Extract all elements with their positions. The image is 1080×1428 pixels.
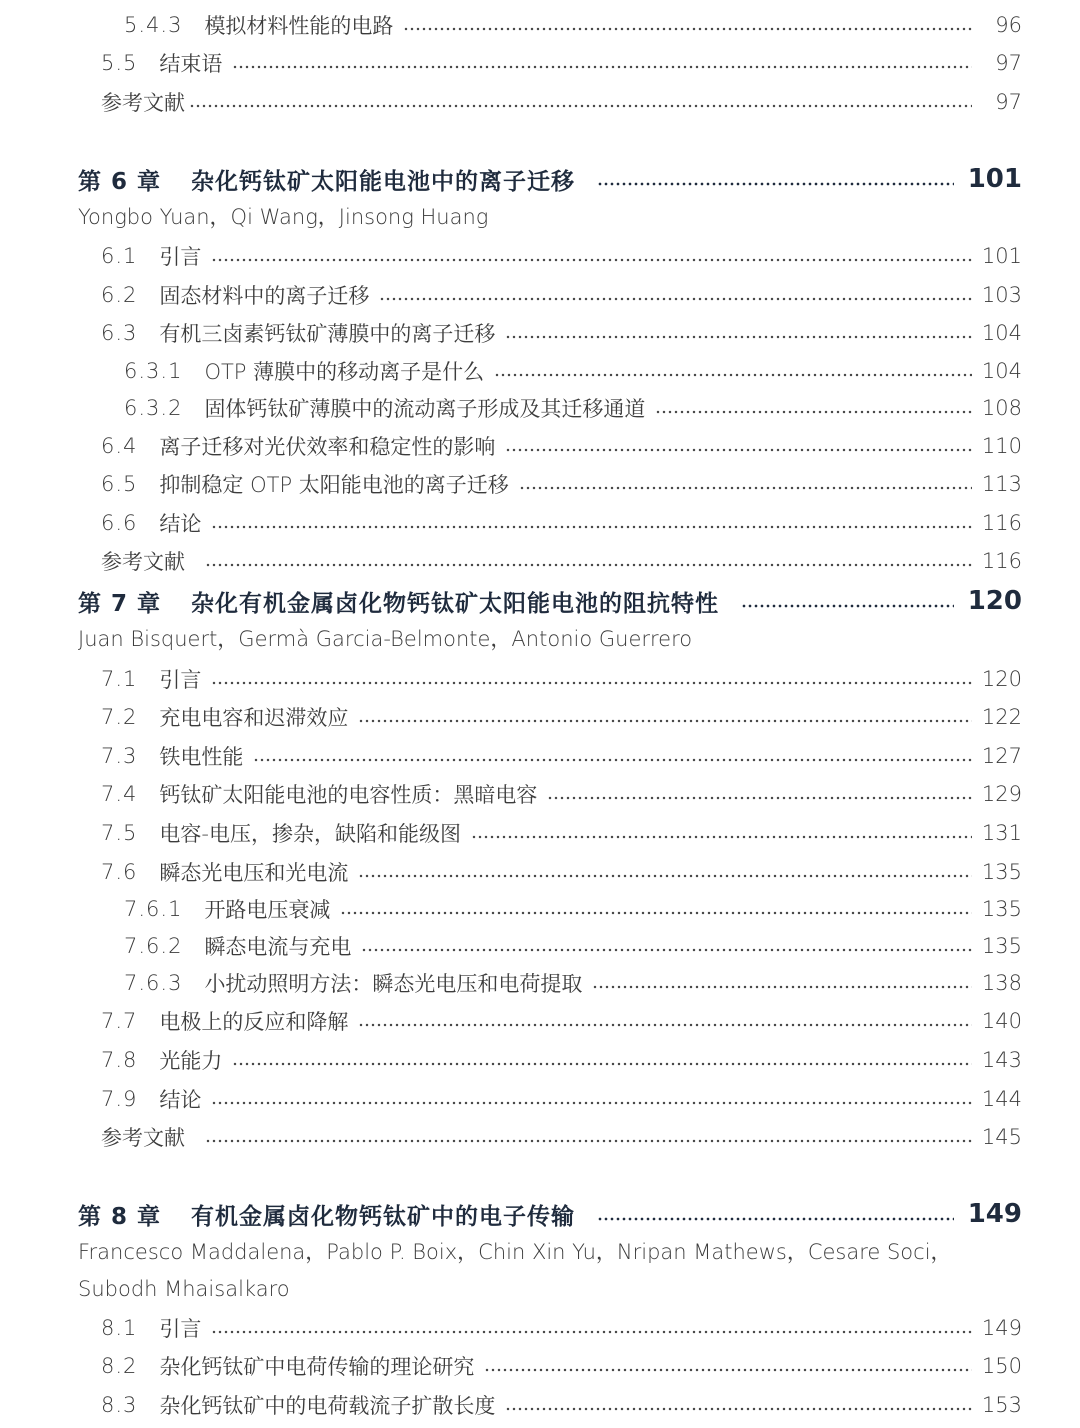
entry-title: 充电电容和迟滞效应 bbox=[159, 706, 349, 730]
entry-number: 8.1 bbox=[101, 1316, 138, 1340]
toc-entry[interactable] bbox=[124, 964, 1022, 1002]
entry-page-number: 108 bbox=[981, 396, 1022, 420]
dot-leader bbox=[741, 582, 954, 620]
entry-number: 5.5 bbox=[101, 51, 138, 75]
chapter-label: 第 8 章 bbox=[78, 1203, 162, 1230]
toc-entry[interactable] bbox=[101, 737, 1022, 775]
entry-title: 引言 bbox=[159, 668, 202, 692]
entry-page-number: 131 bbox=[981, 821, 1022, 845]
entry-title: 小扰动照明方法：瞬态光电压和电荷提取 bbox=[204, 972, 583, 996]
chapter-heading[interactable] bbox=[78, 1194, 1022, 1234]
entry-page-number: 138 bbox=[981, 971, 1022, 995]
entry-page-number: 96 bbox=[995, 13, 1022, 37]
entry-number: 7.5 bbox=[101, 821, 138, 845]
entry-number: 7.4 bbox=[101, 782, 138, 806]
entry-number: 7.7 bbox=[101, 1009, 138, 1033]
dot-leader bbox=[505, 314, 972, 352]
toc-entry[interactable] bbox=[101, 314, 1022, 352]
dot-leader bbox=[471, 814, 972, 852]
entry-number: 6.1 bbox=[101, 244, 138, 268]
entry-title: 结束语 bbox=[159, 52, 223, 76]
chapter-authors: Yongbo Yuan，Qi Wang，Jinsong Huang bbox=[78, 205, 489, 229]
entry-number: 7.8 bbox=[101, 1048, 138, 1072]
toc-entry[interactable] bbox=[101, 276, 1022, 314]
toc-entry[interactable] bbox=[124, 927, 1022, 965]
entry-page-number: 103 bbox=[981, 283, 1022, 307]
dot-leader bbox=[211, 237, 972, 275]
toc-entry[interactable] bbox=[101, 427, 1022, 465]
entry-title: 结论 bbox=[159, 1088, 202, 1112]
entry-number: 7.3 bbox=[101, 744, 138, 768]
toc-entry[interactable] bbox=[101, 1002, 1022, 1040]
entry-title: 开路电压衰减 bbox=[204, 898, 331, 922]
entry-page-number: 120 bbox=[981, 667, 1022, 691]
entry-page-number: 129 bbox=[981, 782, 1022, 806]
toc-entry-references[interactable] bbox=[101, 542, 1022, 580]
toc-entry[interactable] bbox=[101, 504, 1022, 542]
chapter-page-number: 120 bbox=[967, 586, 1022, 616]
entry-title: 参考文献 bbox=[101, 91, 185, 115]
entry-title: 瞬态光电压和光电流 bbox=[159, 861, 349, 885]
entry-title: 瞬态电流与充电 bbox=[204, 935, 352, 959]
entry-page-number: 135 bbox=[981, 934, 1022, 958]
dot-leader bbox=[519, 465, 972, 503]
dot-leader bbox=[592, 964, 971, 1002]
toc-entry[interactable] bbox=[101, 660, 1022, 698]
dot-leader bbox=[358, 853, 972, 891]
entry-number: 7.2 bbox=[101, 705, 138, 729]
chapter-title: 有机金属卤化物钙钛矿中的电子传输 bbox=[191, 1203, 576, 1230]
toc-entry[interactable] bbox=[124, 6, 1022, 44]
entry-page-number: 104 bbox=[981, 359, 1022, 383]
toc-entry[interactable] bbox=[101, 698, 1022, 736]
entry-page-number: 97 bbox=[995, 90, 1022, 114]
entry-number: 8.3 bbox=[101, 1393, 138, 1417]
entry-page-number: 97 bbox=[995, 51, 1022, 75]
toc-entry[interactable] bbox=[124, 890, 1022, 928]
entry-page-number: 104 bbox=[981, 321, 1022, 345]
entry-title: 钙钛矿太阳能电池的电容性质：黑暗电容 bbox=[159, 783, 538, 807]
entry-number: 6.4 bbox=[101, 434, 138, 458]
entry-page-number: 143 bbox=[981, 1048, 1022, 1072]
entry-number: 8.2 bbox=[101, 1354, 138, 1378]
entry-page-number: 150 bbox=[981, 1354, 1022, 1378]
chapter-authors: Francesco Maddalena，Pablo P. Boix，Chin Xin Yu，Nripan Mathews，Cesare Soci，Subodh Mhaisalkaro bbox=[78, 1240, 952, 1301]
toc-entry[interactable] bbox=[101, 465, 1022, 503]
chapter-authors: Juan Bisquert，Germà Garcia-Belmonte，Antonio Guerrero bbox=[78, 627, 693, 651]
entry-title: 参考文献 bbox=[101, 550, 185, 574]
entry-page-number: 144 bbox=[981, 1087, 1022, 1111]
chapter-heading[interactable] bbox=[78, 159, 1022, 199]
entry-title: 引言 bbox=[159, 245, 202, 269]
entry-number: 5.4.3 bbox=[124, 13, 183, 37]
toc-entry[interactable] bbox=[101, 237, 1022, 275]
dot-leader bbox=[211, 660, 972, 698]
toc-entry[interactable] bbox=[101, 1309, 1022, 1347]
dot-leader bbox=[547, 775, 972, 813]
entry-title: 结论 bbox=[159, 512, 202, 536]
dot-leader bbox=[232, 44, 972, 82]
toc-entry[interactable] bbox=[101, 1080, 1022, 1118]
dot-leader bbox=[205, 542, 972, 580]
entry-title: 模拟材料性能的电路 bbox=[204, 14, 394, 38]
entry-title: 电容-电压，掺杂，缺陷和能级图 bbox=[159, 822, 461, 846]
dot-leader bbox=[211, 1080, 972, 1118]
dot-leader bbox=[597, 160, 954, 198]
dot-leader bbox=[358, 1002, 972, 1040]
toc-entry-references[interactable] bbox=[101, 1118, 1022, 1156]
entry-title: 固态材料中的离子迁移 bbox=[159, 284, 370, 308]
entry-page-number: 145 bbox=[981, 1125, 1022, 1149]
entry-number: 6.3 bbox=[101, 321, 138, 345]
dot-leader bbox=[189, 83, 972, 121]
entry-page-number: 101 bbox=[981, 244, 1022, 268]
entry-title: 引言 bbox=[159, 1317, 202, 1341]
entry-page-number: 127 bbox=[981, 744, 1022, 768]
entry-number: 7.6.1 bbox=[124, 897, 183, 921]
entry-title: 杂化钙钛矿中电荷传输的理论研究 bbox=[159, 1355, 475, 1379]
chapter-heading[interactable] bbox=[78, 581, 1022, 621]
entry-page-number: 113 bbox=[981, 472, 1022, 496]
dot-leader bbox=[597, 1195, 954, 1233]
dot-leader bbox=[232, 1041, 972, 1079]
entry-number: 6.3.1 bbox=[124, 359, 183, 383]
entry-page-number: 135 bbox=[981, 897, 1022, 921]
chapter-label: 第 7 章 bbox=[78, 590, 162, 617]
entry-title: 电极上的反应和降解 bbox=[159, 1010, 349, 1034]
entry-page-number: 153 bbox=[981, 1393, 1022, 1417]
dot-leader bbox=[484, 1347, 972, 1385]
entry-page-number: 135 bbox=[981, 860, 1022, 884]
entry-title: 有机三卤素钙钛矿薄膜中的离子迁移 bbox=[159, 322, 496, 346]
toc-entry[interactable] bbox=[101, 44, 1022, 82]
toc-entry-references[interactable] bbox=[101, 83, 1022, 121]
dot-leader bbox=[211, 1309, 972, 1347]
chapter-title: 杂化钙钛矿太阳能电池中的离子迁移 bbox=[191, 168, 576, 195]
toc-entry[interactable] bbox=[101, 1386, 1022, 1424]
toc-entry[interactable] bbox=[124, 352, 1022, 390]
dot-leader bbox=[361, 927, 971, 965]
entry-number: 7.6.3 bbox=[124, 971, 183, 995]
dot-leader bbox=[403, 6, 972, 44]
entry-number: 6.6 bbox=[101, 511, 138, 535]
chapter-label: 第 6 章 bbox=[78, 168, 162, 195]
entry-page-number: 110 bbox=[981, 434, 1022, 458]
chapter-page-number: 149 bbox=[967, 1199, 1022, 1229]
dot-leader bbox=[253, 737, 972, 775]
entry-number: 7.6 bbox=[101, 860, 138, 884]
entry-page-number: 149 bbox=[981, 1316, 1022, 1340]
entry-number: 6.2 bbox=[101, 283, 138, 307]
toc-entry[interactable] bbox=[101, 1347, 1022, 1385]
toc-entry[interactable] bbox=[124, 389, 1022, 427]
entry-number: 7.6.2 bbox=[124, 934, 183, 958]
entry-title: 铁电性能 bbox=[159, 745, 244, 769]
entry-title: 杂化钙钛矿中的电荷载流子扩散长度 bbox=[159, 1394, 496, 1418]
dot-leader bbox=[494, 352, 972, 390]
entry-number: 7.9 bbox=[101, 1087, 138, 1111]
toc-entry[interactable] bbox=[101, 814, 1022, 852]
entry-title: 参考文献 bbox=[101, 1126, 185, 1150]
dot-leader bbox=[211, 504, 972, 542]
entry-number: 6.3.2 bbox=[124, 396, 183, 420]
chapter-page-number: 101 bbox=[967, 164, 1022, 194]
entry-page-number: 116 bbox=[981, 511, 1022, 535]
entry-number: 7.1 bbox=[101, 667, 138, 691]
entry-number: 6.5 bbox=[101, 472, 138, 496]
dot-leader bbox=[505, 427, 972, 465]
dot-leader bbox=[358, 698, 972, 736]
dot-leader bbox=[655, 389, 971, 427]
entry-page-number: 116 bbox=[981, 549, 1022, 573]
entry-title: 固体钙钛矿薄膜中的流动离子形成及其迁移通道 bbox=[204, 397, 646, 421]
entry-title: 光能力 bbox=[159, 1049, 223, 1073]
entry-page-number: 122 bbox=[981, 705, 1022, 729]
entry-title: 抑制稳定 OTP 太阳能电池的离子迁移 bbox=[159, 473, 509, 497]
entry-title: OTP 薄膜中的移动离子是什么 bbox=[204, 360, 485, 384]
entry-title: 离子迁移对光伏效率和稳定性的影响 bbox=[159, 435, 496, 459]
toc-entry[interactable] bbox=[101, 775, 1022, 813]
entry-page-number: 140 bbox=[981, 1009, 1022, 1033]
toc-entry[interactable] bbox=[101, 1041, 1022, 1079]
dot-leader bbox=[205, 1118, 972, 1156]
toc-entry[interactable] bbox=[101, 853, 1022, 891]
dot-leader bbox=[340, 890, 971, 928]
dot-leader bbox=[505, 1386, 972, 1424]
chapter-title: 杂化有机金属卤化物钙钛矿太阳能电池的阻抗特性 bbox=[191, 590, 720, 617]
dot-leader bbox=[379, 276, 972, 314]
